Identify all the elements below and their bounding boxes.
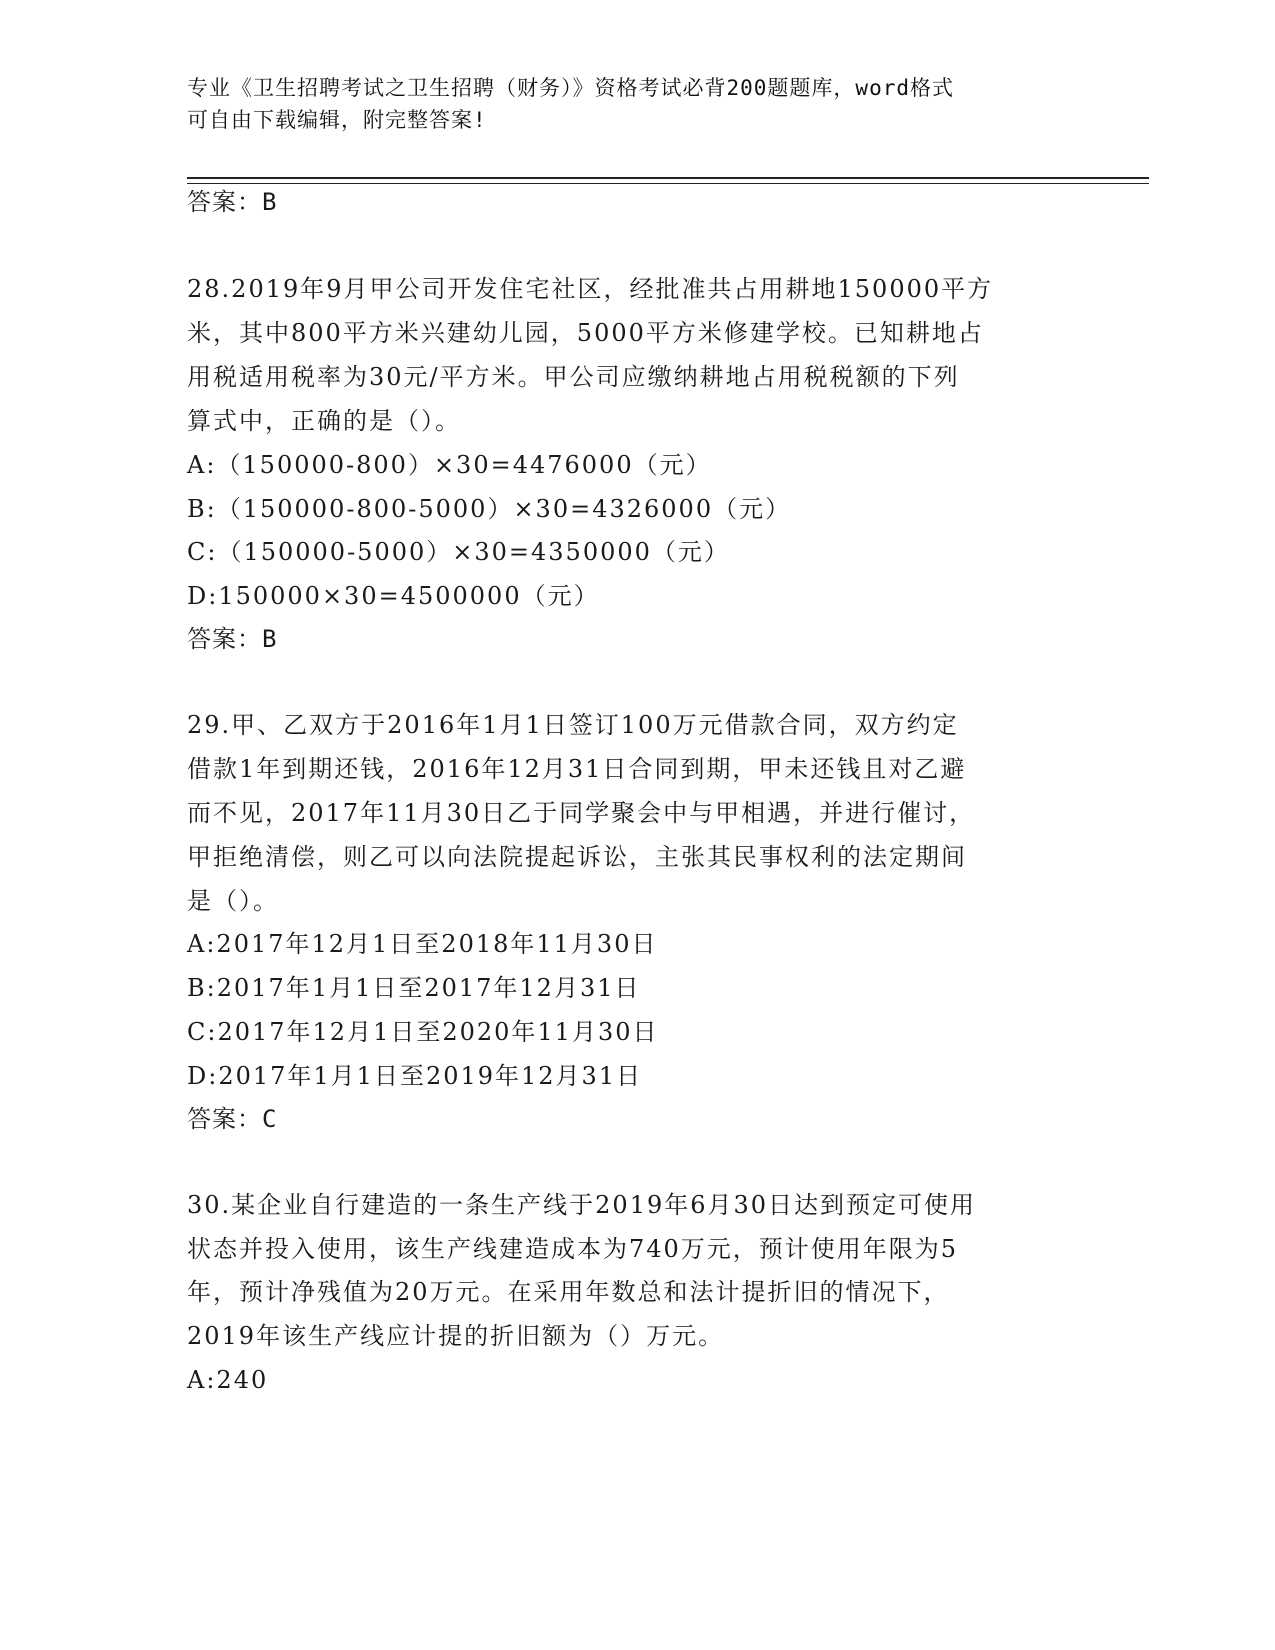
question-28-line-1: 28.2019年9月甲公司开发住宅社区，经批准共占用耕地150000平方 [187, 275, 994, 303]
question-28-option-d: D:150000×30=4500000（元） [187, 582, 600, 610]
question-30-line-2: 状态并投入使用，该生产线建造成本为740万元，预计使用年限为5 [187, 1235, 959, 1263]
previous-answer: 答案：B [187, 188, 278, 216]
document-header [187, 72, 1067, 136]
question-28-option-a: A:（150000-800）×30=4476000（元） [187, 451, 712, 479]
question-29-line-5: 是（）。 [187, 887, 279, 915]
question-29-line-2: 借款1年到期还钱，2016年12月31日合同到期，甲未还钱且对乙避 [187, 755, 967, 783]
question-30-line-3: 年，预计净残值为20万元。在采用年数总和法计提折旧的情况下， [187, 1278, 950, 1306]
header-divider-thin [187, 183, 1149, 184]
header-line-1: 专业《卫生招聘考试之卫生招聘（财务）》资格考试必背200题题库，word格式 [187, 76, 954, 100]
question-29-option-d: D:2017年1月1日至2019年12月31日 [187, 1062, 643, 1090]
question-30-option-a: A:240 [187, 1366, 269, 1394]
question-28-line-4: 算式中，正确的是（）。 [187, 407, 461, 435]
question-29-option-a: A:2017年12月1日至2018年11月30日 [187, 930, 658, 958]
question-29-line-3: 而不见，2017年11月30日乙于同学聚会中与甲相遇，并进行催讨， [187, 799, 976, 827]
question-29-line-4: 甲拒绝清偿，则乙可以向法院提起诉讼，主张其民事权利的法定期间 [187, 843, 967, 871]
question-30-line-4: 2019年该生产线应计提的折旧额为（）万元。 [187, 1322, 725, 1350]
question-28-line-2: 米，其中800平方米兴建幼儿园，5000平方米修建学校。已知耕地占 [187, 319, 984, 347]
question-28-option-c: C:（150000-5000）×30=4350000（元） [187, 538, 730, 566]
question-28-line-3: 用税适用税率为30元/平方米。甲公司应缴纳耕地占用税税额的下列 [187, 363, 960, 391]
question-29-line-1: 29.甲、乙双方于2016年1月1日签订100万元借款合同，双方约定 [187, 711, 959, 739]
question-28-option-b: B:（150000-800-5000）×30=4326000（元） [187, 495, 792, 523]
question-29-option-b: B:2017年1月1日至2017年12月31日 [187, 974, 641, 1002]
header-line-2: 可自由下载编辑，附完整答案! [187, 108, 487, 132]
question-29-option-c: C:2017年12月1日至2020年11月30日 [187, 1018, 659, 1046]
header-divider-thick [187, 177, 1149, 179]
question-28-answer: 答案：B [187, 625, 278, 653]
question-29-answer: 答案：C [187, 1105, 278, 1133]
question-30-line-1: 30.某企业自行建造的一条生产线于2019年6月30日达到预定可使用 [187, 1191, 977, 1219]
